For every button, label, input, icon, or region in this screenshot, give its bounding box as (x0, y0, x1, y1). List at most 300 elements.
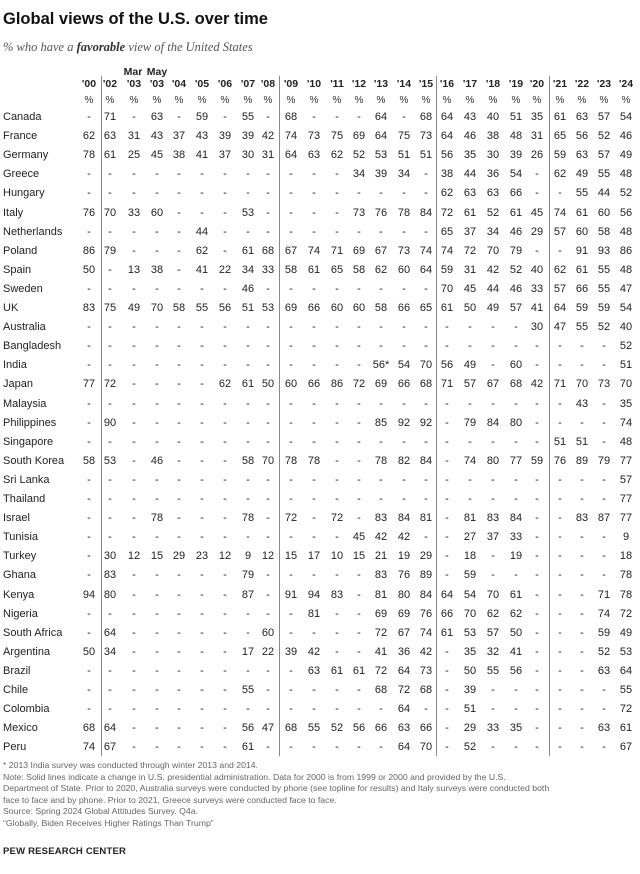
table-cell: 69 (374, 607, 388, 620)
table-cell: - (266, 206, 270, 219)
table-cell: 39 (284, 645, 298, 658)
table-cell: - (108, 187, 112, 200)
table-cell: - (223, 512, 227, 525)
table-cell: 73 (419, 664, 433, 677)
table-cell: 84 (419, 588, 433, 601)
table-cell: - (223, 473, 227, 486)
table-cell: 64 (440, 588, 454, 601)
table-cell: - (424, 340, 428, 353)
table-cell: 56 (440, 359, 454, 372)
country-name: Ghana (3, 569, 37, 582)
table-cell: 55 (241, 111, 255, 123)
table-cell: - (266, 187, 270, 200)
table-cell: 72 (103, 378, 117, 391)
table-cell: - (87, 664, 91, 677)
table-cell: 57 (597, 111, 611, 123)
table-cell: - (312, 282, 316, 295)
percent-label: % (332, 95, 342, 106)
table-cell: 76 (397, 569, 411, 582)
table-cell: 53 (619, 645, 633, 658)
table-cell: 72 (463, 244, 477, 257)
table-cell: 45 (150, 149, 164, 162)
table-cell: - (289, 493, 293, 505)
table-cell: - (108, 512, 112, 525)
table-cell: 63 (597, 722, 611, 735)
administration-divider (549, 76, 550, 756)
table-cell: - (357, 454, 361, 467)
table-cell: 34 (103, 645, 117, 658)
table-cell: - (402, 225, 406, 238)
table-cell: - (335, 225, 339, 238)
table-cell: - (468, 493, 472, 505)
table-cell: - (155, 493, 159, 505)
table-cell: - (132, 741, 136, 754)
table-cell: - (289, 684, 293, 696)
table-cell: - (535, 664, 539, 677)
table-cell: 12 (127, 550, 141, 563)
table-cell: 53 (261, 302, 275, 314)
table-cell: - (445, 684, 449, 696)
table-cell: - (424, 397, 428, 410)
table-cell: 79 (597, 454, 611, 467)
table-cell: 61 (352, 664, 366, 677)
table-cell: 23 (195, 550, 209, 563)
year-header: '24 (618, 78, 634, 90)
table-cell: - (132, 473, 136, 486)
table-cell: - (177, 626, 181, 639)
table-cell: 48 (619, 168, 633, 181)
table-cell: - (177, 435, 181, 448)
table-cell: - (200, 397, 204, 410)
table-cell: - (155, 664, 159, 677)
table-cell: 35 (619, 397, 633, 410)
year-header: '22 (574, 78, 590, 90)
table-cell: 63 (150, 111, 164, 123)
year-header: '19 (508, 78, 524, 90)
table-cell: - (200, 282, 204, 295)
table-cell: 30 (241, 149, 255, 162)
table-cell: - (379, 321, 383, 334)
table-cell: 60 (397, 263, 411, 276)
report-title: “Globally, Biden Receives Higher Ratings Than Trump” (3, 817, 214, 828)
table-cell: - (335, 111, 339, 123)
table-cell: - (246, 626, 250, 639)
table-cell: - (223, 111, 227, 123)
table-cell: - (177, 225, 181, 238)
table-cell: - (580, 473, 584, 486)
table-cell: - (177, 168, 181, 181)
table-cell: 52 (597, 321, 611, 334)
table-cell: 60 (284, 378, 298, 391)
table-cell: - (289, 435, 293, 448)
table-cell: - (155, 569, 159, 582)
table-cell: - (155, 321, 159, 334)
table-cell: 47 (553, 321, 567, 334)
table-cell: - (177, 493, 181, 505)
table-cell: - (491, 340, 495, 353)
table-cell: 84 (419, 206, 433, 219)
table-cell: 45 (463, 282, 477, 295)
table-cell: 62 (218, 378, 232, 391)
table-cell: - (402, 397, 406, 410)
source-line: Source: Spring 2024 Global Attitudes Survey. Q4a. (3, 806, 198, 816)
table-cell: 92 (419, 416, 433, 429)
table-cell: 63 (103, 130, 117, 143)
subtitle: % who have a favorable view of the United States (3, 40, 253, 54)
table-cell: - (602, 741, 606, 754)
table-cell: 70 (261, 454, 275, 467)
table-cell: - (87, 512, 91, 525)
table-cell: - (132, 607, 136, 620)
table-cell: - (491, 684, 495, 696)
table-cell: 49 (463, 359, 477, 372)
table-cell: - (223, 282, 227, 295)
table-cell: - (535, 435, 539, 448)
table-cell: 60 (330, 302, 344, 314)
percent-label: % (376, 95, 386, 106)
table-cell: 29 (419, 550, 433, 563)
table-cell: - (177, 187, 181, 200)
table-cell: - (223, 225, 227, 238)
table-cell: 61 (553, 111, 567, 123)
table-cell: 46 (619, 130, 633, 143)
table-cell: - (87, 569, 91, 582)
table-cell: - (223, 168, 227, 181)
year-header: '12 (351, 78, 367, 90)
table-cell: 57 (486, 626, 500, 639)
table-cell: 84 (397, 512, 411, 525)
table-cell: 61 (509, 206, 523, 219)
table-cell: - (402, 435, 406, 448)
table-cell: - (87, 416, 91, 429)
table-cell: - (87, 607, 91, 620)
table-cell: - (335, 454, 339, 467)
table-cell: 84 (509, 512, 523, 525)
table-cell: 72 (330, 512, 344, 525)
table-cell: - (155, 741, 159, 754)
table-cell: - (200, 569, 204, 582)
table-cell: 67 (619, 741, 633, 754)
table-cell: - (155, 722, 159, 735)
table-cell: - (177, 531, 181, 544)
table-cell: 59 (463, 569, 477, 582)
table-cell: - (266, 416, 270, 429)
table-cell: - (580, 722, 584, 735)
page-title: Global views of the U.S. over time (3, 10, 268, 28)
table-cell: 78 (619, 569, 633, 582)
table-cell: 63 (463, 187, 477, 200)
table-cell: - (177, 645, 181, 658)
table-cell: - (177, 282, 181, 295)
table-cell: - (335, 206, 339, 219)
table-cell: - (312, 569, 316, 582)
table-cell: 56 (218, 302, 232, 314)
table-cell: - (379, 187, 383, 200)
table-cell: - (535, 168, 539, 181)
country-name: Peru (3, 741, 27, 754)
table-cell: - (87, 359, 91, 372)
percent-label: % (152, 95, 162, 106)
table-cell: - (558, 397, 562, 410)
table-cell: 58 (241, 454, 255, 467)
table-cell: 35 (463, 149, 477, 162)
table-cell: - (335, 645, 339, 658)
table-cell: 49 (127, 302, 141, 314)
table-cell: 91 (575, 244, 589, 257)
table-cell: 57 (619, 473, 633, 486)
table-cell: - (87, 473, 91, 486)
table-cell: 82 (397, 454, 411, 467)
table-cell: - (535, 340, 539, 353)
table-cell: 72 (374, 626, 388, 639)
table-cell: - (468, 321, 472, 334)
table-cell: - (402, 111, 406, 123)
table-cell: - (155, 626, 159, 639)
table-cell: 61 (575, 206, 589, 219)
table-cell: 19 (509, 550, 523, 563)
table-cell: 41 (509, 645, 523, 658)
table-cell: 61 (509, 588, 523, 601)
table-cell: 42 (530, 378, 544, 391)
table-cell: - (132, 664, 136, 677)
table-cell: 58 (172, 302, 186, 314)
table-cell: 10 (330, 550, 344, 563)
table-cell: - (379, 493, 383, 505)
table-cell: - (87, 626, 91, 639)
table-cell: - (266, 684, 270, 696)
table-cell: - (87, 435, 91, 448)
table-cell: - (132, 703, 136, 716)
table-cell: 51 (419, 149, 433, 162)
table-cell: 51 (397, 149, 411, 162)
table-cell: - (558, 550, 562, 563)
table-cell: - (132, 359, 136, 372)
table-cell: - (558, 645, 562, 658)
table-cell: - (200, 722, 204, 735)
table-cell: - (223, 321, 227, 334)
table-cell: - (424, 473, 428, 486)
country-name: UK (3, 302, 19, 314)
table-cell: 55 (597, 282, 611, 295)
table-cell: - (87, 187, 91, 200)
table-cell: - (491, 569, 495, 582)
percent-label: % (532, 95, 542, 106)
table-cell: 73 (419, 130, 433, 143)
table-cell: 61 (241, 378, 255, 391)
table-cell: 66 (397, 302, 411, 314)
table-cell: 65 (419, 302, 433, 314)
table-cell: - (87, 225, 91, 238)
table-cell: - (312, 225, 316, 238)
table-cell: 22 (218, 263, 232, 276)
table-cell: 41 (195, 263, 209, 276)
table-cell: - (535, 722, 539, 735)
table-cell: 72 (374, 664, 388, 677)
table-cell: - (445, 340, 449, 353)
table-cell: 22 (261, 645, 275, 658)
country-name: Chile (3, 684, 29, 696)
table-cell: - (335, 741, 339, 754)
table-cell: - (87, 684, 91, 696)
table-cell: - (108, 397, 112, 410)
table-cell: - (266, 531, 270, 544)
table-cell: - (223, 607, 227, 620)
table-cell: 42 (419, 645, 433, 658)
table-cell: 36 (397, 645, 411, 658)
country-name: Brazil (3, 664, 31, 677)
table-cell: 33 (261, 263, 275, 276)
table-cell: - (580, 626, 584, 639)
table-cell: - (535, 741, 539, 754)
table-cell: - (312, 435, 316, 448)
table-cell: 25 (127, 149, 141, 162)
table-cell: 91 (284, 588, 298, 601)
percent-label: % (488, 95, 498, 106)
table-cell: 78 (307, 454, 321, 467)
table-cell: - (580, 493, 584, 505)
table-cell: 45 (530, 206, 544, 219)
table-cell: - (558, 416, 562, 429)
table-cell: 53 (103, 454, 117, 467)
table-cell: - (402, 340, 406, 353)
table-cell: 76 (374, 206, 388, 219)
table-cell: 61 (241, 741, 255, 754)
table-cell: - (602, 531, 606, 544)
table-cell: - (335, 493, 339, 505)
country-name: Poland (3, 244, 38, 257)
table-cell: - (200, 684, 204, 696)
table-cell: 78 (241, 512, 255, 525)
table-cell: - (491, 473, 495, 486)
percent-label: % (577, 95, 587, 106)
table-cell: 57 (597, 149, 611, 162)
table-cell: 63 (397, 722, 411, 735)
table-cell: - (177, 588, 181, 601)
table-cell: 39 (463, 684, 477, 696)
table-cell: - (468, 473, 472, 486)
table-cell: - (379, 703, 383, 716)
table-cell: 68 (374, 684, 388, 696)
table-cell: 33 (486, 722, 500, 735)
table-cell: - (200, 645, 204, 658)
country-name: Malaysia (3, 397, 47, 410)
table-cell: - (558, 531, 562, 544)
year-header: '06 (217, 78, 233, 90)
table-cell: - (266, 168, 270, 181)
table-cell: 79 (241, 569, 255, 582)
table-cell: - (266, 397, 270, 410)
table-cell: - (535, 626, 539, 639)
table-cell: - (580, 607, 584, 620)
table-cell: 59 (195, 111, 209, 123)
year-header: '09 (283, 78, 299, 90)
table-cell: - (132, 531, 136, 544)
table-cell: 68 (509, 378, 523, 391)
table-cell: - (580, 645, 584, 658)
table-cell: 83 (374, 512, 388, 525)
table-cell: 61 (619, 722, 633, 735)
table-cell: - (200, 435, 204, 448)
table-cell: - (223, 206, 227, 219)
table-cell: 44 (195, 225, 209, 238)
table-cell: 21 (374, 550, 388, 563)
table-cell: - (357, 225, 361, 238)
table-cell: 54 (463, 588, 477, 601)
table-cell: - (535, 187, 539, 200)
table-cell: 86 (82, 244, 96, 257)
year-header: '16 (439, 78, 455, 90)
table-cell: 9 (622, 531, 630, 544)
table-cell: - (335, 321, 339, 334)
table-cell: 50 (463, 302, 477, 314)
table-cell: - (491, 435, 495, 448)
table-cell: 70 (486, 244, 500, 257)
table-cell: 39 (374, 168, 388, 181)
table-cell: 61 (440, 626, 454, 639)
table-cell: - (491, 321, 495, 334)
table-cell: - (246, 703, 250, 716)
table-cell: - (514, 340, 518, 353)
table-cell: 46 (241, 282, 255, 295)
table-cell: - (580, 550, 584, 563)
table-cell: - (312, 473, 316, 486)
table-cell: - (535, 397, 539, 410)
table-cell: - (535, 416, 539, 429)
table-cell: - (223, 722, 227, 735)
table-cell: 51 (575, 435, 589, 448)
year-header: '07 (240, 78, 256, 90)
table-cell: 64 (397, 703, 411, 716)
table-cell: - (357, 111, 361, 123)
table-cell: 93 (597, 244, 611, 257)
table-cell: 44 (486, 282, 500, 295)
table-cell: - (266, 111, 270, 123)
table-cell: - (558, 741, 562, 754)
table-cell: 48 (619, 225, 633, 238)
table-cell: 29 (172, 550, 186, 563)
country-name: Argentina (3, 645, 51, 658)
subtitle-emphasis: favorable (76, 40, 126, 54)
table-cell: - (200, 168, 204, 181)
country-name: Nigeria (3, 607, 38, 620)
table-cell: 51 (553, 435, 567, 448)
table-cell: 43 (195, 130, 209, 143)
table-cell: - (223, 187, 227, 200)
table-cell: - (491, 493, 495, 505)
table-cell: - (335, 435, 339, 448)
table-cell: - (177, 569, 181, 582)
table-cell: - (200, 741, 204, 754)
table-cell: - (155, 703, 159, 716)
table-cell: - (266, 588, 270, 601)
table-cell: 48 (619, 263, 633, 276)
table-cell: - (424, 225, 428, 238)
table-cell: 69 (374, 378, 388, 391)
table-cell: - (266, 282, 270, 295)
table-cell: 87 (597, 512, 611, 525)
table-cell: - (155, 282, 159, 295)
table-cell: 80 (397, 588, 411, 601)
table-cell: - (246, 225, 250, 238)
table-cell: - (445, 435, 449, 448)
percent-label: % (511, 95, 521, 106)
table-cell: - (132, 225, 136, 238)
table-cell: 49 (575, 168, 589, 181)
table-cell: - (132, 645, 136, 658)
table-cell: - (132, 340, 136, 353)
table-cell: - (357, 473, 361, 486)
table-cell: - (445, 454, 449, 467)
